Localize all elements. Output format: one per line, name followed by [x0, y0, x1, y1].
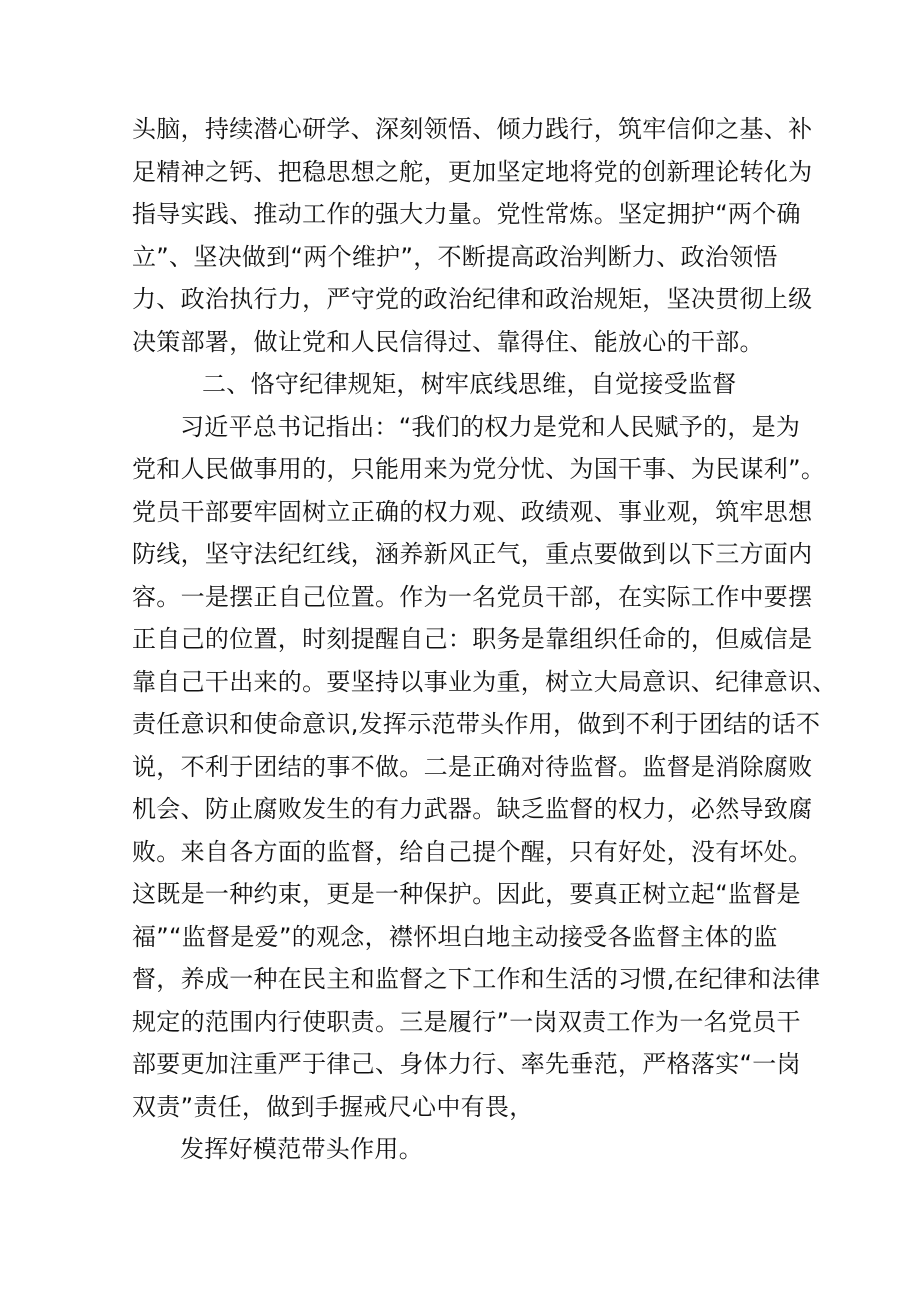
text-line: 说，不利于团结的事不做。二是正确对待监督。监督是消除腐败 [132, 752, 813, 781]
text-line: 容。一是摆正自己位置。作为一名党员干部，在实际工作中要摆 [132, 582, 813, 611]
text-line: 败。来自各方面的监督，给自己提个醒，只有好处，没有坏处。 [132, 837, 813, 866]
text-line: 福”“监督是爱”的观念，襟怀坦白地主动接受各监督主体的监 [132, 922, 778, 951]
text-line: 靠自己干出来的。要坚持以事业为重，树立大局意识、纪律意识、 [132, 667, 837, 696]
text-line: 力、政治执行力，严守党的政治纪律和政治规矩，坚决贯彻上级 [132, 285, 813, 313]
text-line: 责任意识和使命意识,发挥示范带头作用，做到不利于团结的话不 [132, 710, 821, 738]
text-line: 立”、坚决做到“两个维护”，不断提高政治判断力、政治领悟 [132, 242, 778, 271]
text-line: 督，养成一种在民主和监督之下工作和生活的习惯,在纪律和法律 [132, 965, 821, 993]
body-text [132, 108, 837, 1171]
paragraph-first-line: 习近平总书记指出：“我们的权力是党和人民赋予的，是为 [180, 412, 801, 441]
text-line: 党和人民做事用的，只能用来为党分忧、为国干事、为民谋利”。 [132, 455, 826, 483]
section-heading: 二、恪守纪律规矩，树牢底线思维，自觉接受监督 [202, 370, 737, 398]
text-line: 双责”责任，做到手握戒尺心中有畏， [132, 1092, 534, 1121]
text-line: 指导实践、推动工作的强大力量。党性常炼。坚定拥护“两个确 [132, 200, 801, 228]
text-line: 党员干部要牢固树立正确的权力观、政绩观、事业观，筑牢思想 [132, 497, 813, 526]
text-line: 防线，坚守法纪红线，涵养新风正气，重点要做到以下三方面内 [132, 540, 813, 568]
text-line: 机会、防止腐败发生的有力武器。缺乏监督的权力，必然导致腐 [132, 795, 813, 823]
text-line: 头脑，持续潜心研学、深刻领悟、倾力践行，筑牢信仰之基、补 [132, 115, 813, 143]
text-line: 足精神之钙、把稳思想之舵，更加坚定地将党的创新理论转化为 [132, 157, 813, 186]
text-line: 这既是一种约束，更是一种保护。因此，要真正树立起“监督是 [132, 880, 801, 908]
text-line: 正自己的位置，时刻提醒自己：职务是靠组织任命的，但威信是 [132, 625, 813, 653]
paragraph-first-line: 发挥好模范带头作用。 [180, 1135, 423, 1163]
text-line: 规定的范围内行使职责。三是履行”一岗双责工作为一名党员干 [132, 1007, 801, 1036]
text-line: 决策部署，做让党和人民信得过、靠得住、能放心的干部。 [132, 327, 764, 356]
text-line: 部要更加注重严于律己、身体力行、率先垂范，严格落实“一岗 [132, 1050, 801, 1078]
